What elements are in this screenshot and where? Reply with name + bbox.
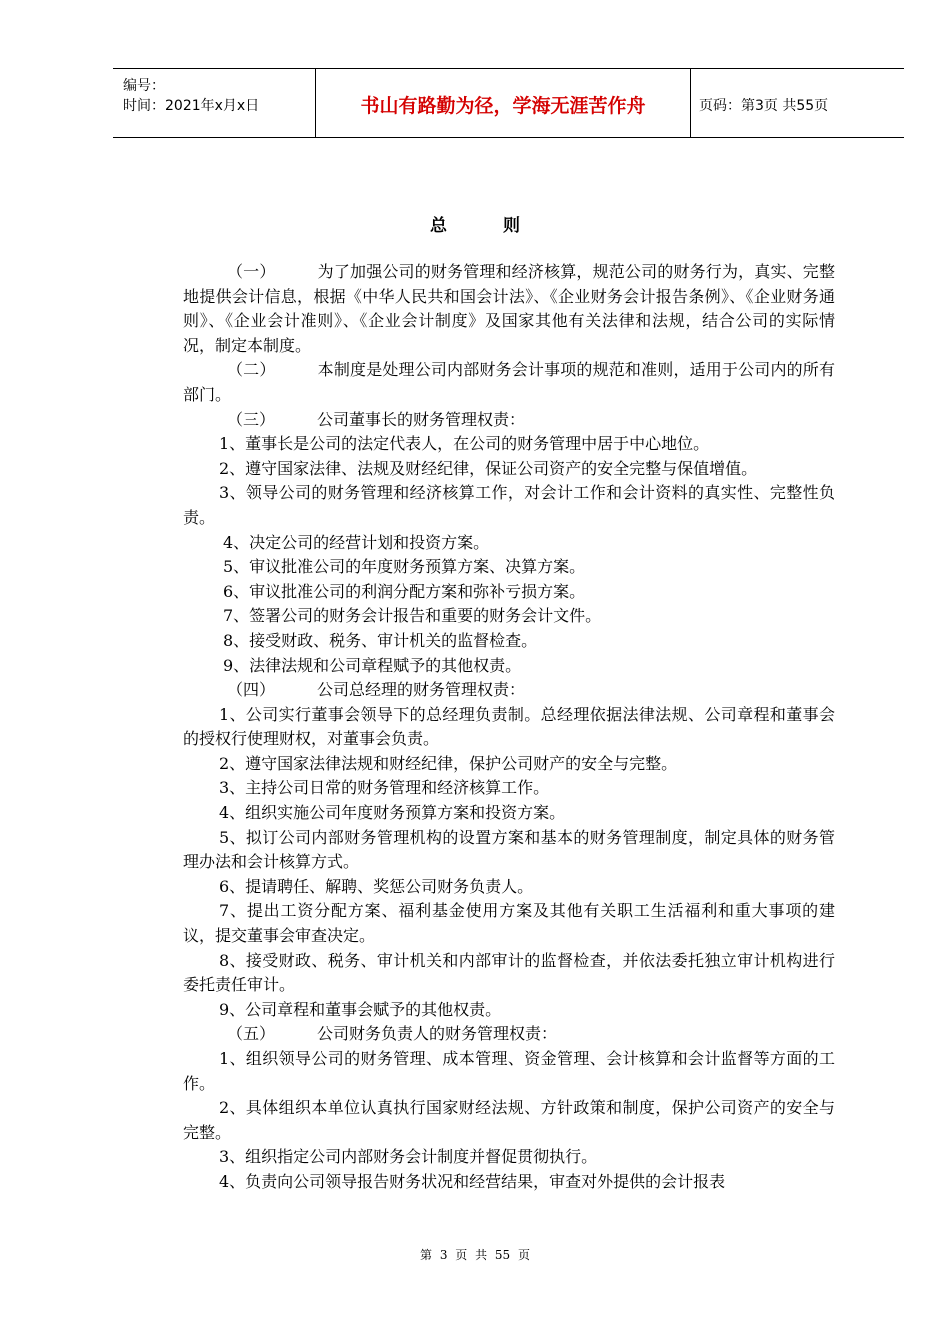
list-item: 8、接受财政、税务、审计机关和内部审计的监督检查，并依法委托独立审计机构进行委托责任审计。 bbox=[183, 950, 835, 995]
motto-text: 书山有路勤为径，学海无涯苦作舟 bbox=[360, 95, 646, 117]
section-lead: （五） bbox=[227, 1024, 276, 1044]
list-item: 6、审议批准公司的利润分配方案和弥补亏损方案。 bbox=[223, 581, 586, 601]
list-item: 6、提请聘任、解聘、奖惩公司财务负责人。 bbox=[219, 876, 534, 896]
section-paragraph bbox=[183, 408, 835, 433]
header-table bbox=[113, 68, 904, 138]
list-item: 1、公司实行董事会领导下的总经理负责制。总经理依据法律法规、公司章程和董事会的授权行使理财权，对董事会负责。 bbox=[183, 704, 835, 749]
section-paragraph bbox=[183, 678, 835, 703]
list-item: 7、签署公司的财务会计报告和重要的财务会计文件。 bbox=[223, 606, 602, 626]
header-page-cell bbox=[689, 69, 904, 137]
list-item: 4、决定公司的经营计划和投资方案。 bbox=[223, 532, 490, 552]
list-item: 9、公司章程和董事会赋予的其他权责。 bbox=[219, 999, 502, 1019]
paragraph-text: 公司董事长的财务管理权责： bbox=[317, 409, 526, 429]
list-item: 7、提出工资分配方案、福利基金使用方案及其他有关职工生活福利和重大事项的建议，提交董事会审查决定。 bbox=[183, 901, 835, 946]
document-title: 总则 bbox=[430, 216, 576, 236]
header-motto-cell bbox=[315, 69, 691, 137]
section-lead: （三） bbox=[227, 409, 276, 429]
list-item: 2、具体组织本单位认真执行国家财经法规、方针政策和制度，保护公司资产的安全与完整。 bbox=[183, 1098, 835, 1142]
section-lead: （四） bbox=[227, 680, 276, 700]
document-body bbox=[183, 260, 835, 1195]
paragraph-text: 为了加强公司的财务管理和经济核算，规范公司的财务行为，真实、完整地提供会计信息，根据《中华人民共和国会计法》、《企业财务会计报告条例》、《企业财务通则》、《企业会计准则》、《企业会计制度》及国家其他有关法律和法规，结合公司的实际情况，制定本制度。 bbox=[183, 262, 835, 355]
list-item: 3、主持公司日常的财务管理和经济核算工作。 bbox=[219, 778, 550, 798]
list-item: 5、拟订公司内部财务管理机构的设置方案和基本的财务管理制度，制定具体的财务管理办法和会计核算方式。 bbox=[183, 827, 835, 872]
header-meta-cell bbox=[113, 69, 315, 137]
section-lead: （二） bbox=[227, 360, 276, 380]
page-number-label: 页码：第3页 共55页 bbox=[699, 98, 829, 114]
section-lead: （一） bbox=[227, 262, 276, 281]
list-item: 3、组织指定公司内部财务会计制度并督促贯彻执行。 bbox=[219, 1147, 598, 1167]
list-item: 8、接受财政、税务、审计机关的监督检查。 bbox=[223, 630, 538, 650]
section-paragraph bbox=[183, 260, 835, 358]
section-paragraph bbox=[183, 358, 835, 407]
list-item: 9、法律法规和公司章程赋予的其他权责。 bbox=[223, 655, 522, 675]
paragraph-text: 本制度是处理公司内部财务会计事项的规范和准则，适用于公司内的所有部门。 bbox=[183, 360, 835, 404]
document-number-label: 编号： bbox=[123, 78, 165, 94]
list-item: 2、遵守国家法律法规和财经纪律，保护公司财产的安全与完整。 bbox=[219, 753, 678, 773]
list-item: 4、组织实施公司年度财务预算方案和投资方案。 bbox=[219, 803, 566, 823]
list-item: 4、负责向公司领导报告财务状况和经营结果，审查对外提供的会计报表 bbox=[219, 1171, 726, 1191]
list-item: 3、领导公司的财务管理和经济核算工作，对会计工作和会计资料的真实性、完整性负责。 bbox=[183, 483, 835, 527]
paragraph-text: 公司财务负责人的财务管理权责： bbox=[317, 1024, 558, 1044]
paragraph-text: 公司总经理的财务管理权责： bbox=[317, 680, 526, 700]
page-footer: 第 3 页 共 55 页 bbox=[420, 1248, 530, 1262]
section-paragraph bbox=[183, 1022, 835, 1047]
list-item: 1、董事长是公司的法定代表人，在公司的财务管理中居于中心地位。 bbox=[219, 434, 710, 454]
list-item: 2、遵守国家法律、法规及财经纪律，保证公司资产的安全完整与保值增值。 bbox=[219, 458, 758, 478]
list-item: 1、组织领导公司的财务管理、成本管理、资金管理、会计核算和会计监督等方面的工作。 bbox=[183, 1049, 835, 1093]
document-time-label: 时间：2021年x月x日 bbox=[123, 98, 260, 114]
list-item: 5、审议批准公司的年度财务预算方案、决算方案。 bbox=[223, 557, 586, 577]
